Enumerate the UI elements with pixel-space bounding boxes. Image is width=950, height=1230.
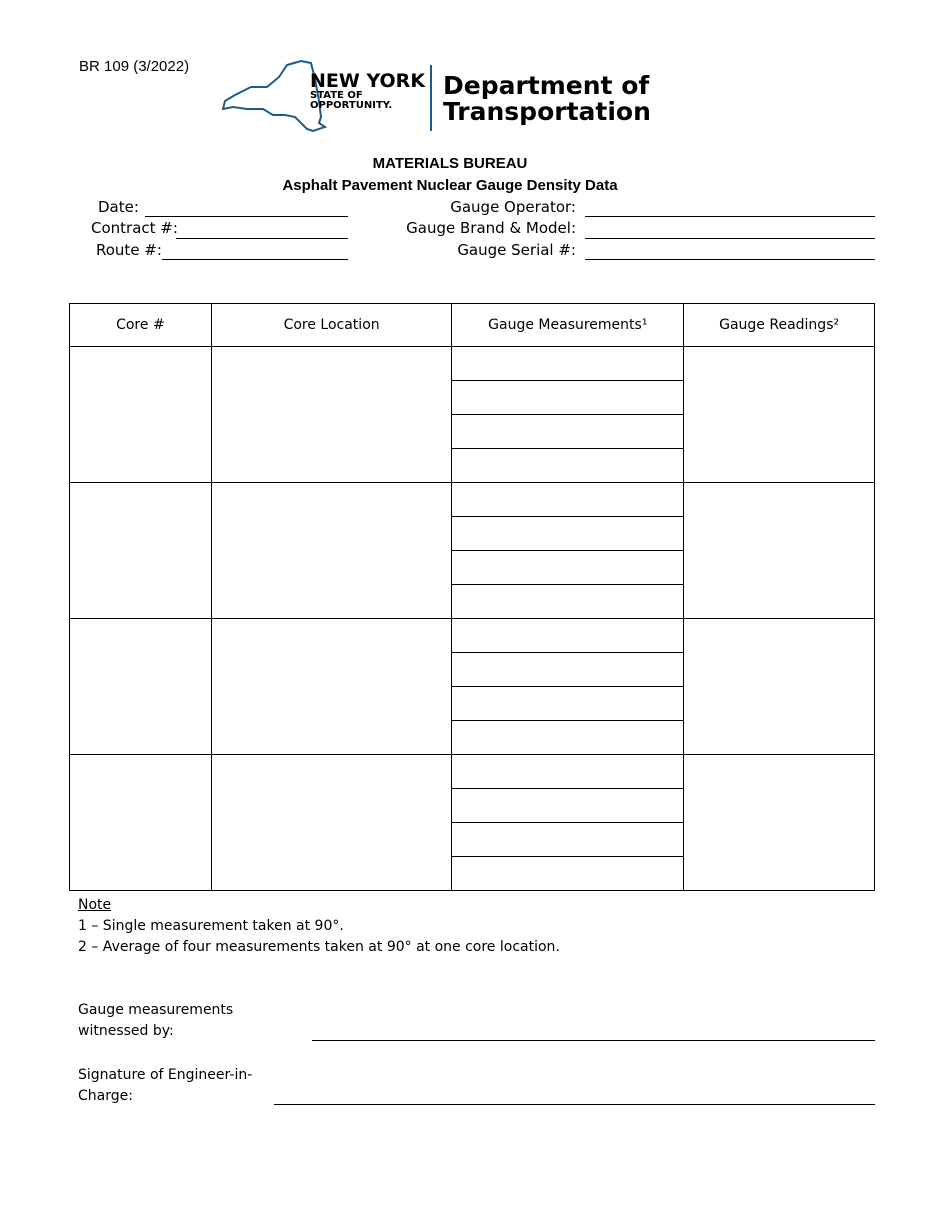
table-row (70, 483, 875, 517)
core-number-cell[interactable] (70, 483, 212, 619)
contract-label: Contract #: (91, 219, 178, 237)
nysdot-logo (215, 57, 690, 139)
table-row (70, 755, 875, 789)
contract-field[interactable] (176, 238, 348, 239)
note-title: Note (78, 897, 112, 913)
measurement-cell[interactable] (452, 551, 684, 585)
gauge-brand-model-field[interactable] (585, 238, 875, 239)
date-label: Date: (98, 198, 139, 216)
measurement-cell[interactable] (452, 619, 684, 653)
header-core-number: Core # (70, 304, 212, 347)
measurement-cell[interactable] (452, 857, 684, 891)
gauge-brand-model-label: Gauge Brand & Model: (406, 219, 576, 237)
witness-label-line1: Gauge measurements (78, 1002, 234, 1018)
measurement-cell[interactable] (452, 585, 684, 619)
logo-dept-line1: Department of (443, 71, 650, 100)
table-row (70, 347, 875, 381)
measurement-cell[interactable] (452, 449, 684, 483)
logo-state-line1: NEW YORK (310, 70, 426, 92)
reading-cell[interactable] (684, 619, 875, 755)
measurement-cell[interactable] (452, 755, 684, 789)
measurement-cell[interactable] (452, 483, 684, 517)
engineer-signature-field[interactable] (274, 1104, 875, 1105)
bureau-title: MATERIALS BUREAU (372, 155, 528, 172)
route-field[interactable] (162, 259, 348, 260)
measurement-cell[interactable] (452, 415, 684, 449)
witness-signature-field[interactable] (312, 1040, 875, 1041)
core-location-cell[interactable] (211, 483, 452, 619)
engineer-label (78, 1065, 252, 1107)
header-gauge-measurements: Gauge Measurements¹ (452, 304, 684, 347)
reading-cell[interactable] (684, 483, 875, 619)
measurement-cell[interactable] (452, 517, 684, 551)
form-number: BR 109 (3/2022) (79, 58, 190, 75)
measurement-cell[interactable] (452, 381, 684, 415)
gauge-operator-field[interactable] (585, 216, 875, 217)
witness-label (78, 1000, 233, 1042)
logo-dept-line2: Transportation (443, 97, 651, 126)
header-gauge-readings: Gauge Readings² (684, 304, 875, 347)
form-subtitle: Asphalt Pavement Nuclear Gauge Density Data (282, 177, 618, 194)
reading-cell[interactable] (684, 347, 875, 483)
measurement-cell[interactable] (452, 823, 684, 857)
core-location-cell[interactable] (211, 347, 452, 483)
header-core-location: Core Location (211, 304, 452, 347)
table-header-row (70, 304, 875, 347)
core-location-cell[interactable] (211, 619, 452, 755)
table-row (70, 619, 875, 653)
engineer-label-line1: Signature of Engineer-in- (78, 1067, 253, 1083)
route-label: Route #: (96, 241, 162, 259)
note-2: 2 – Average of four measurements taken at 90° at one core location. (78, 939, 560, 955)
measurement-cell[interactable] (452, 687, 684, 721)
gauge-operator-label: Gauge Operator: (450, 198, 576, 216)
date-field[interactable] (145, 216, 348, 217)
core-number-cell[interactable] (70, 347, 212, 483)
core-density-table (69, 303, 875, 891)
reading-cell[interactable] (684, 755, 875, 891)
core-number-cell[interactable] (70, 755, 212, 891)
core-number-cell[interactable] (70, 619, 212, 755)
core-location-cell[interactable] (211, 755, 452, 891)
gauge-serial-field[interactable] (585, 259, 875, 260)
engineer-label-line2: Charge: (78, 1088, 133, 1104)
witness-label-line2: witnessed by: (78, 1023, 174, 1039)
gauge-serial-label: Gauge Serial #: (457, 241, 576, 259)
logo-state-line2: STATE OF (310, 90, 363, 101)
measurement-cell[interactable] (452, 789, 684, 823)
measurement-cell[interactable] (452, 721, 684, 755)
note-1: 1 – Single measurement taken at 90°. (78, 918, 344, 934)
logo-state-line3: OPPORTUNITY. (310, 100, 393, 111)
measurement-cell[interactable] (452, 653, 684, 687)
measurement-cell[interactable] (452, 347, 684, 381)
